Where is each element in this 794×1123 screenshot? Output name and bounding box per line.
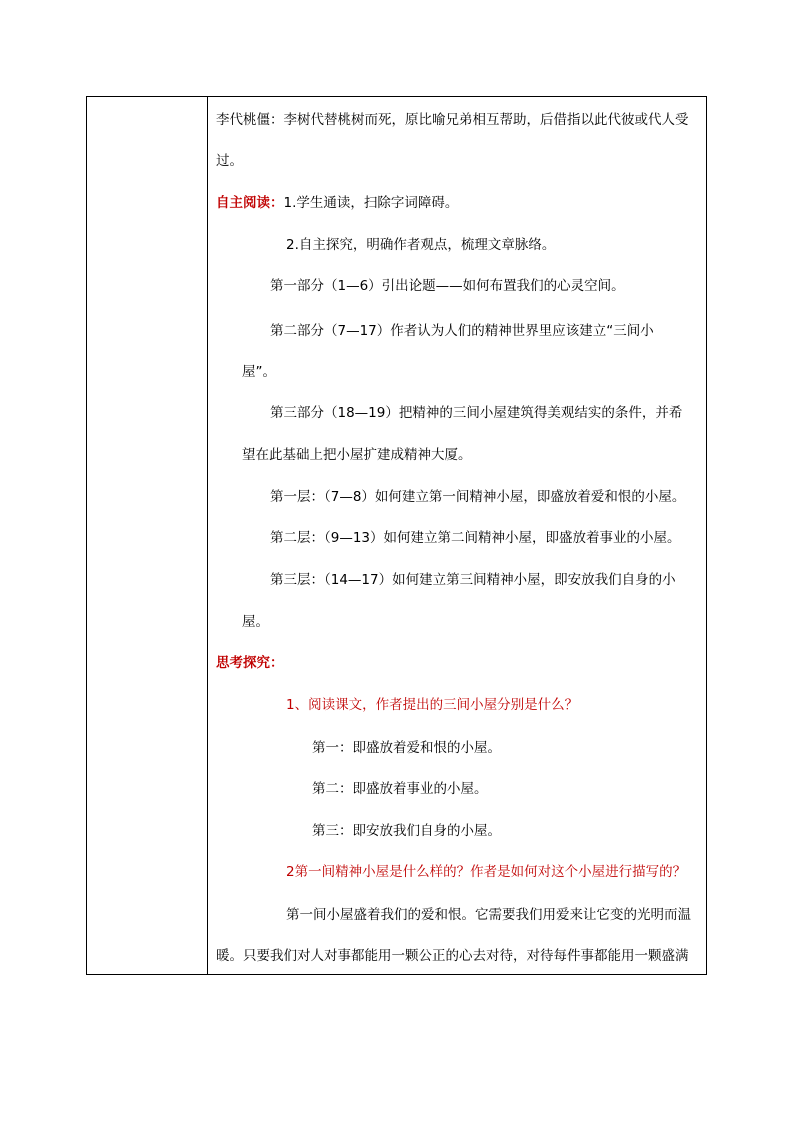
thinking-heading: 思考探究： xyxy=(216,655,284,671)
table-column-divider xyxy=(207,96,208,975)
self-reading-row xyxy=(216,194,458,212)
question-1: 1、阅读课文，作者提出的三间小屋分别是什么？ xyxy=(286,697,579,713)
structure-part-2-line-2: 屋”。 xyxy=(242,364,276,380)
idiom-definition-line-1: 李代桃僵：李树代替桃树而死，原比喻兄弟相互帮助，后借指以此代彼或代人受 xyxy=(216,112,689,128)
question-2: 2第一间精神小屋是什么样的？作者是如何对这个小屋进行描写的？ xyxy=(286,864,687,880)
self-reading-item-2: 2.自主探究，明确作者观点，梳理文章脉络。 xyxy=(286,237,556,253)
structure-part-3-line-2: 望在此基础上把小屋扩建成精神大厦。 xyxy=(242,447,472,463)
structure-part-2-line-1: 第二部分（7—17）作者认为人们的精神世界里应该建立“三间小 xyxy=(270,323,654,339)
answer-1-item-1: 第一：即盛放着爱和恨的小屋。 xyxy=(312,740,501,756)
table-left-cell xyxy=(87,97,207,974)
self-reading-item-1: 1.学生通读，扫除字词障碍。 xyxy=(283,195,459,211)
answer-2-line-1: 第一间小屋盛着我们的爱和恨。它需要我们用爱来让它变的光明而温 xyxy=(286,907,691,923)
self-reading-label: 自主阅读： xyxy=(216,195,284,211)
structure-part-1: 第一部分（1—6）引出论题——如何布置我们的心灵空间。 xyxy=(270,278,625,294)
answer-1-item-2: 第二：即盛放着事业的小屋。 xyxy=(312,781,488,797)
structure-part-3-line-1: 第三部分（18—19）把精神的三间小屋建筑得美观结实的条件，并希 xyxy=(270,405,683,421)
answer-1-item-3: 第三：即安放我们自身的小屋。 xyxy=(312,823,501,839)
structure-layer-3-line-1: 第三层：（14—17）如何建立第三间精神小屋，即安放我们自身的小 xyxy=(270,572,676,588)
answer-2-line-2: 暖。只要我们对人对事都能用一颗公正的心去对待，对待每件事都能用一颗盛满 xyxy=(216,948,689,964)
structure-layer-1: 第一层：（7—8）如何建立第一间精神小屋，即盛放着爱和恨的小屋。 xyxy=(270,489,686,505)
idiom-definition-line-2: 过。 xyxy=(216,153,243,169)
structure-layer-2: 第二层：（9—13）如何建立第二间精神小屋，即盛放着事业的小屋。 xyxy=(270,530,681,546)
structure-layer-3-line-2: 屋。 xyxy=(242,614,269,630)
